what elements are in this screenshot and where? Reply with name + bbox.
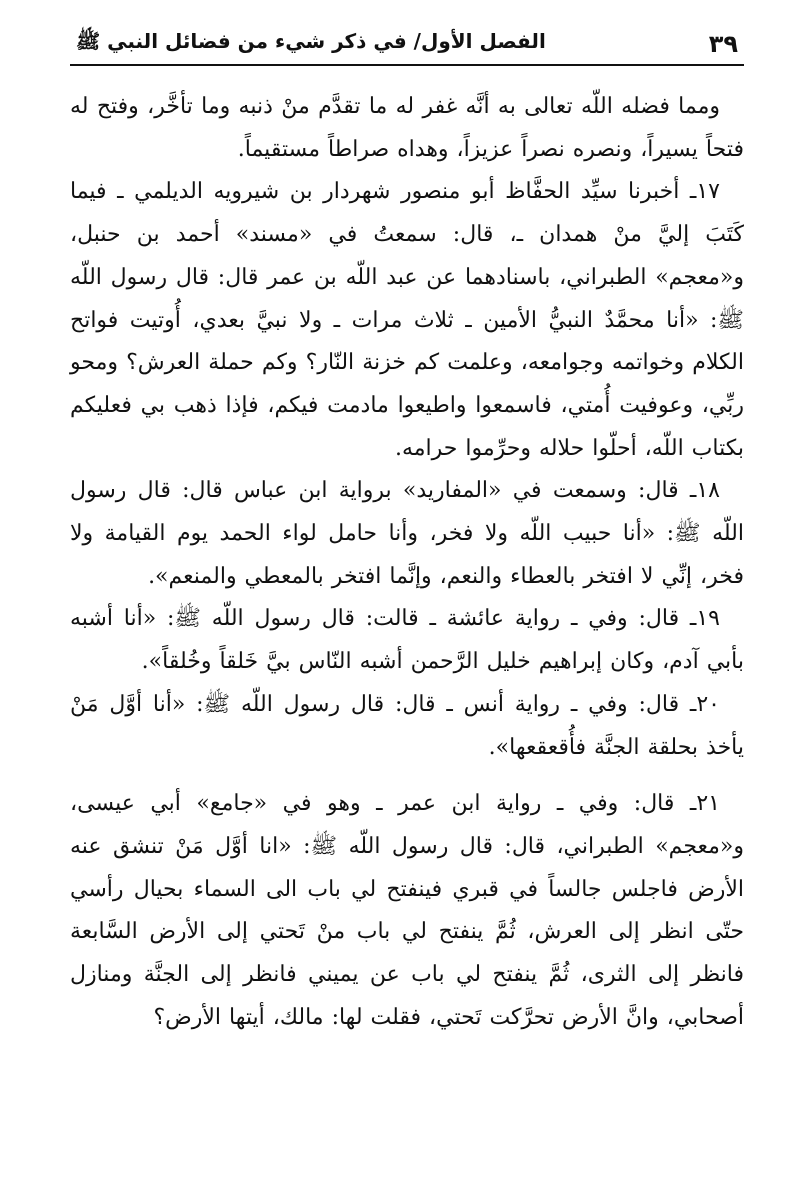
paragraph-intro: ومما فضله اللّه تعالى به أنَّه غفر له ما تقدَّم منْ ذنبه وما تأخَّر، وفتح له فتحاً يسيراً، ونصره نصراً عزيزاً، وهداه صراطاً مستقيماً. — [70, 94, 744, 162]
paragraph-hadith-17: ١٧ـ أخبرنا سيِّد الحفَّاظ أبو منصور شهردار بن شيرويه الديلمي ـ فيما كَتَبَ إليَّ منْ همدان ـ، قال: سمعتُ في «مسند» أحمد بن حنبل، و«معجم» الطبراني، باسنادهما عن عبد اللّه بن عمر قال: قال رسول اللّه ﷺ: «أنا محمَّدٌ النبيُّ الأمين ـ ثلاث مرات ـ ولا نبيَّ بعدي، أُوتيت فواتح الكلام وخواتمه وجوامعه، وعلمت كم خزنة النّار؟ وكم حملة العرش؟ ومحو ربِّي، وعوفيت أُمتي، فاسمعوا واطيعوا مادمت فيكم، فإذا ذهب بي فعليكم بكتاب اللّه، أحلّوا حلاله وحرِّموا حرامه. — [70, 179, 744, 461]
paragraph-hadith-18: ١٨ـ قال: وسمعت في «المفاريد» برواية ابن عباس قال: قال رسول اللّه ﷺ: «أنا حبيب اللّه ولا فخر، وأنا حامل لواء الحمد يوم القيامة ولا فخر، إنِّي لا افتخر بالعطاء والنعم، وإنَّما افتخر بالمعطي والمنعم». — [70, 478, 744, 589]
running-header — [70, 22, 744, 66]
paragraph-hadith-20: ٢٠ـ قال: وفي ـ رواية أنس ـ قال: قال رسول اللّه ﷺ: «أنا أوَّل مَنْ يأخذ بحلقة الجنَّة فأُقعقعها». — [70, 691, 744, 760]
body-text — [70, 86, 744, 1039]
paragraph-hadith-19: ١٩ـ قال: وفي ـ رواية عائشة ـ قالت: قال رسول اللّه ﷺ: «أنا أشبه بأبي آدم، وكان إبراهيم خليل الرَّحمن أشبه النّاس بيَّ خَلقاً وخُلقاً». — [70, 606, 744, 675]
paragraph-hadith-21: ٢١ـ قال: وفي ـ رواية ابن عمر ـ وهو في «جامع» أبي عيسى، و«معجم» الطبراني، قال: قال رسول اللّه ﷺ: «انا أوَّل مَنْ تنشق عنه الأرض فاجلس جالساً في قبري فينفتح لي باب الى السماء بحيال رأسي حتّى انظر إلى العرش، ثُمَّ ينفتح لي باب منْ تَحتي إلى الأرض السَّابعة فانظر إلى الثرى، ثُمَّ ينفتح لي باب عن يميني فانظر إلى الجنَّة ومنازل أصحابي، وانَّ الأرض تحرَّكت تَحتي، فقلت لها: مالك، أيتها الأرض؟ — [70, 791, 744, 1030]
chapter-title: الفصل الأول/ في ذكر شيء من فضائل النبي ﷺ — [76, 29, 546, 53]
page-number: ٣٩ — [708, 30, 738, 58]
